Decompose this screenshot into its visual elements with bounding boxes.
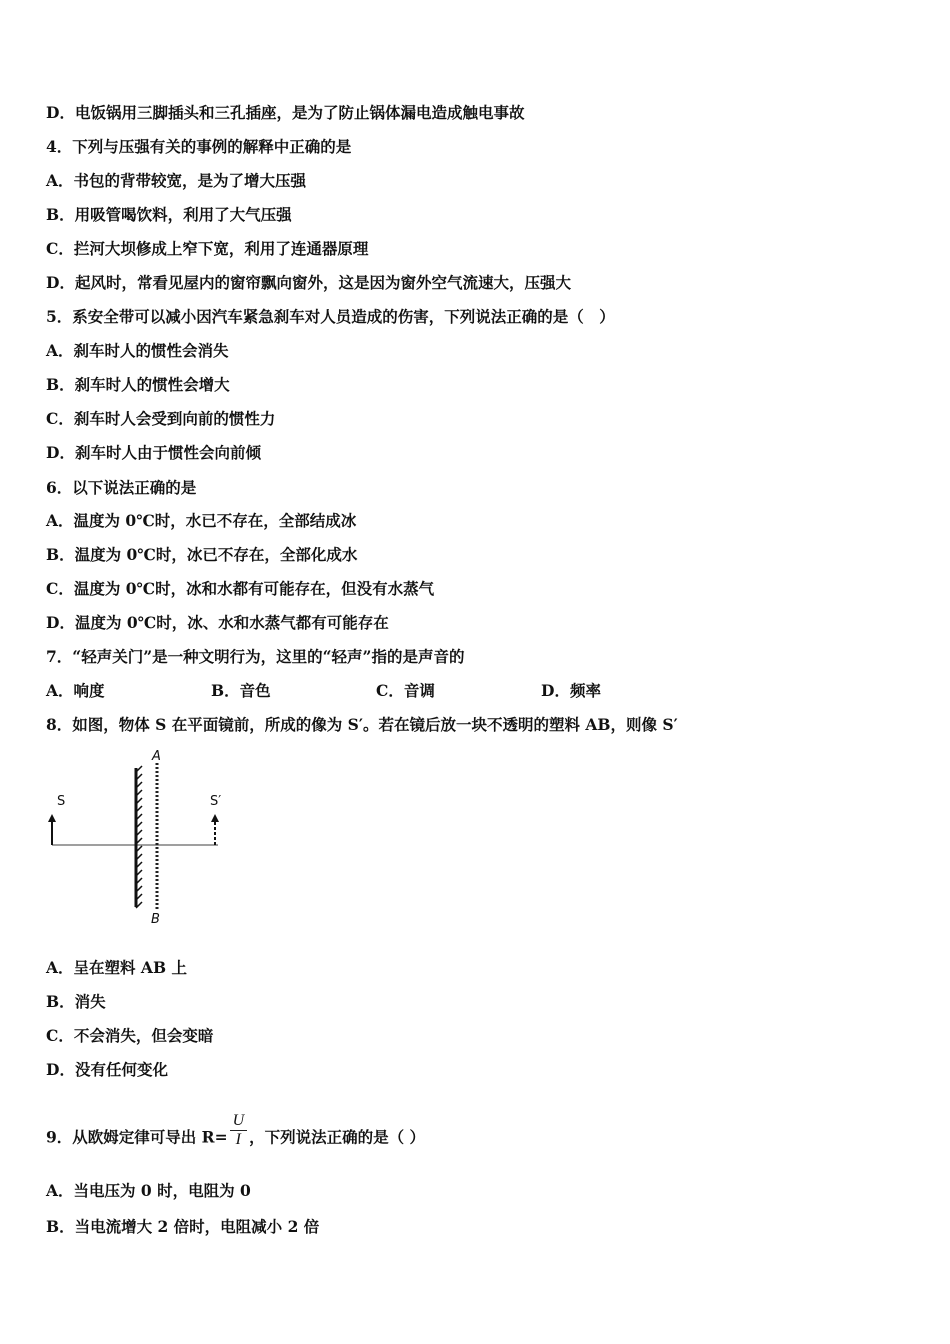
q7-option-a: A．响度: [46, 681, 105, 700]
q6-option-c: C．温度为 0℃时，冰和水都有可能存在，但没有水蒸气: [46, 579, 435, 598]
q5-option-a: A．刹车时人的惯性会消失: [46, 341, 229, 360]
image-arrow-head: [211, 814, 219, 822]
q7-option-b: B．音色: [211, 681, 271, 700]
q9-option-b: B．当电流增大 2 倍时，电阻减小 2 倍: [46, 1217, 320, 1236]
q6-option-d: D．温度为 0℃时，冰、水和水蒸气都有可能存在: [46, 613, 389, 632]
ohm-fraction: [230, 1112, 248, 1149]
q6-option-b: B．温度为 0℃时，冰已不存在，全部化成水: [46, 545, 358, 564]
image-label: S′: [210, 794, 222, 809]
q6-option-a: A．温度为 0℃时，水已不存在，全部结成冰: [46, 511, 357, 530]
object-label: S: [57, 794, 66, 809]
q4-option-a: A．书包的背带较宽，是为了增大压强: [46, 171, 307, 190]
q5-option-c: C．刹车时人会受到向前的惯性力: [46, 409, 276, 428]
object-arrow-head: [48, 814, 56, 822]
q9-stem: [46, 1112, 426, 1157]
q4-option-c: C．拦河大坝修成上窄下宽，利用了连通器原理: [46, 239, 369, 258]
q8-option-b: B．消失: [46, 992, 106, 1011]
q9-option-a: A．当电压为 0 时，电阻为 0: [46, 1181, 251, 1200]
fraction-numerator: U: [230, 1112, 248, 1131]
q3-option-d: D．电饭锅用三脚插头和三孔插座，是为了防止锅体漏电造成触电事故: [46, 103, 525, 122]
fraction-denominator: I: [235, 1131, 241, 1148]
q4-stem: 4．下列与压强有关的事例的解释中正确的是: [46, 137, 352, 156]
label-a: A: [152, 749, 161, 764]
q5-option-d: D．刹车时人由于惯性会向前倾: [46, 443, 261, 462]
q7-stem: 7．“轻声关门”是一种文明行为，这里的“轻声”指的是声音的: [46, 647, 465, 666]
q9-stem-suffix: ，下列说法正确的是（ ）: [249, 1127, 426, 1147]
q5-stem: 5．系安全带可以减小因汽车紧急刹车对人员造成的伤害，下列说法正确的是（ ）: [46, 307, 615, 326]
q4-option-b: B．用吸管喝饮料，利用了大气压强: [46, 205, 292, 224]
q9-stem-prefix: 9．从欧姆定律可导出 R=: [46, 1127, 228, 1147]
q8-option-d: D．没有任何变化: [46, 1060, 168, 1079]
q7-option-d: D．频率: [541, 681, 601, 700]
q6-stem: 6．以下说法正确的是: [46, 478, 197, 497]
q8-option-a: A．呈在塑料 AB 上: [46, 958, 187, 977]
q4-option-d: D．起风时，常看见屋内的窗帘飘向窗外，这是因为窗外空气流速大，压强大: [46, 273, 571, 292]
q8-option-c: C．不会消失，但会变暗: [46, 1026, 214, 1045]
mirror-diagram: [44, 746, 244, 935]
q7-options-row: [46, 681, 601, 701]
label-b: B: [151, 912, 160, 927]
q5-option-b: B．刹车时人的惯性会增大: [46, 375, 230, 394]
q7-option-c: C．音调: [376, 681, 435, 700]
q8-stem: 8．如图，物体 S 在平面镜前，所成的像为 S′。若在镜后放一块不透明的塑料 AB，则像 S′: [46, 715, 678, 734]
